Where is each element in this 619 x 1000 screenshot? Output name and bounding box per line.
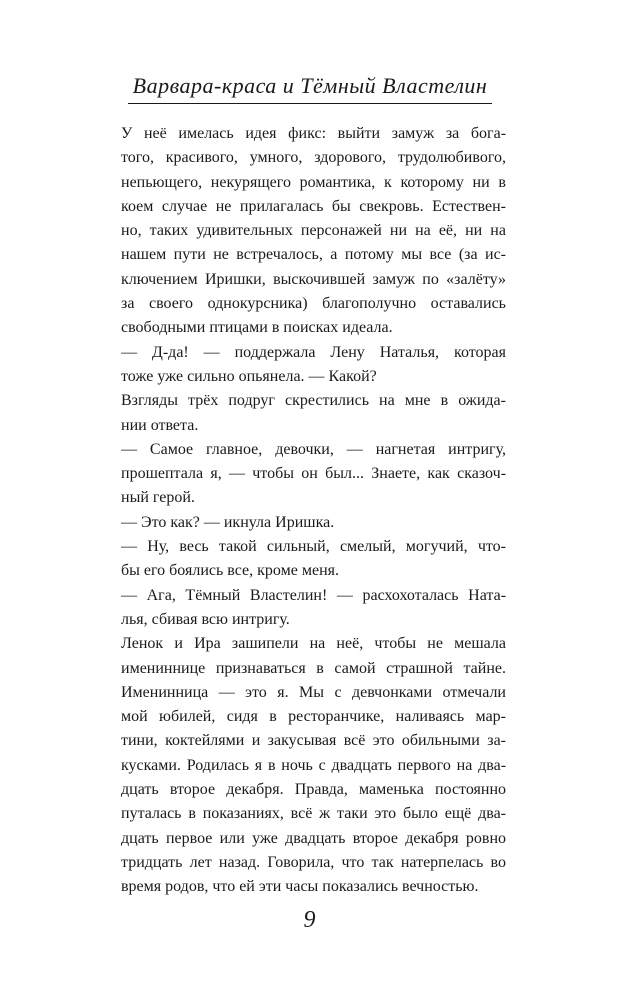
page-number: 9	[303, 907, 316, 933]
running-head-rule	[128, 103, 492, 104]
text-line: тридцать лет назад. Говорила, что так натерпелась во	[121, 853, 506, 871]
text-line: тини, коктейлями и закусывая всё это обильными за-	[121, 732, 506, 750]
text-line: У неё имелась идея фикс: выйти замуж за бога-	[121, 125, 506, 142]
text-line: коем случае не прилагалась бы свекровь. Естествен-	[121, 197, 506, 215]
text-line: Взгляды трёх подруг скрестились на мне в ожида-	[121, 392, 506, 410]
text-line: тоже уже сильно опьянела. — Какой?	[121, 367, 377, 385]
text-line: но, таких удивительных персонажей ни на её, ни на	[121, 222, 506, 240]
text-line: — Д-да! — поддержала Лену Наталья, которая	[121, 343, 506, 361]
text-line: — Самое главное, девочки, — нагнетая интригу,	[121, 440, 506, 458]
text-line: ключением Иришки, выскочившей замуж по «залёту»	[121, 270, 506, 288]
text-line: мой юбилей, сидя в ресторанчике, наливаясь мар-	[121, 708, 506, 726]
text-line: дцать второе декабря. Правда, маменька постоянно	[121, 781, 506, 799]
text-line: непьющего, некурящего романтика, к которому ни в	[121, 173, 506, 191]
text-line: за своего однокурсника) благополучно оставались	[121, 295, 506, 313]
text-line: — Ага, Тёмный Властелин! — расхохоталась Ната-	[121, 586, 506, 604]
text-line: путалась в показаниях, всё ж таки это было ещё два-	[121, 805, 506, 823]
text-line: кусками. Родилась я в ночь с двадцать первого на два-	[121, 756, 506, 774]
text-line: ный герой.	[121, 489, 195, 507]
text-line: бы его боялись все, кроме меня.	[121, 562, 339, 580]
text-line: нашем пути не встречалось, а потому мы все (за ис-	[121, 246, 506, 264]
text-line: нии ответа.	[121, 416, 199, 434]
text-line: прошептала я, — чтобы он был... Знаете, как сказоч-	[121, 465, 506, 483]
text-line: того, красивого, умного, здорового, трудолюбивого,	[121, 149, 506, 167]
text-line: Ленок и Ира зашипели на неё, чтобы не мешала	[121, 635, 506, 653]
text-line: — Ну, весь такой сильный, смелый, могучий, что-	[121, 538, 506, 556]
text-line: имениннице признаваться в самой страшной тайне.	[121, 659, 506, 677]
text-line: время родов, что ей эти часы показались вечностью.	[121, 878, 479, 896]
text-line: лья, сбивая всю интригу.	[121, 610, 290, 628]
text-body	[121, 125, 506, 903]
text-line: Именинница — это я. Мы с девчонками отмечали	[121, 683, 506, 701]
text-line: дцать первое или уже двадцать второе декабря ровно	[121, 829, 506, 847]
text-line: — Это как? — икнула Иришка.	[121, 513, 335, 531]
running-head: Варвара-краса и Тёмный Властелин	[132, 73, 488, 98]
text-line: свободными птицами в поисках идеала.	[121, 319, 393, 337]
